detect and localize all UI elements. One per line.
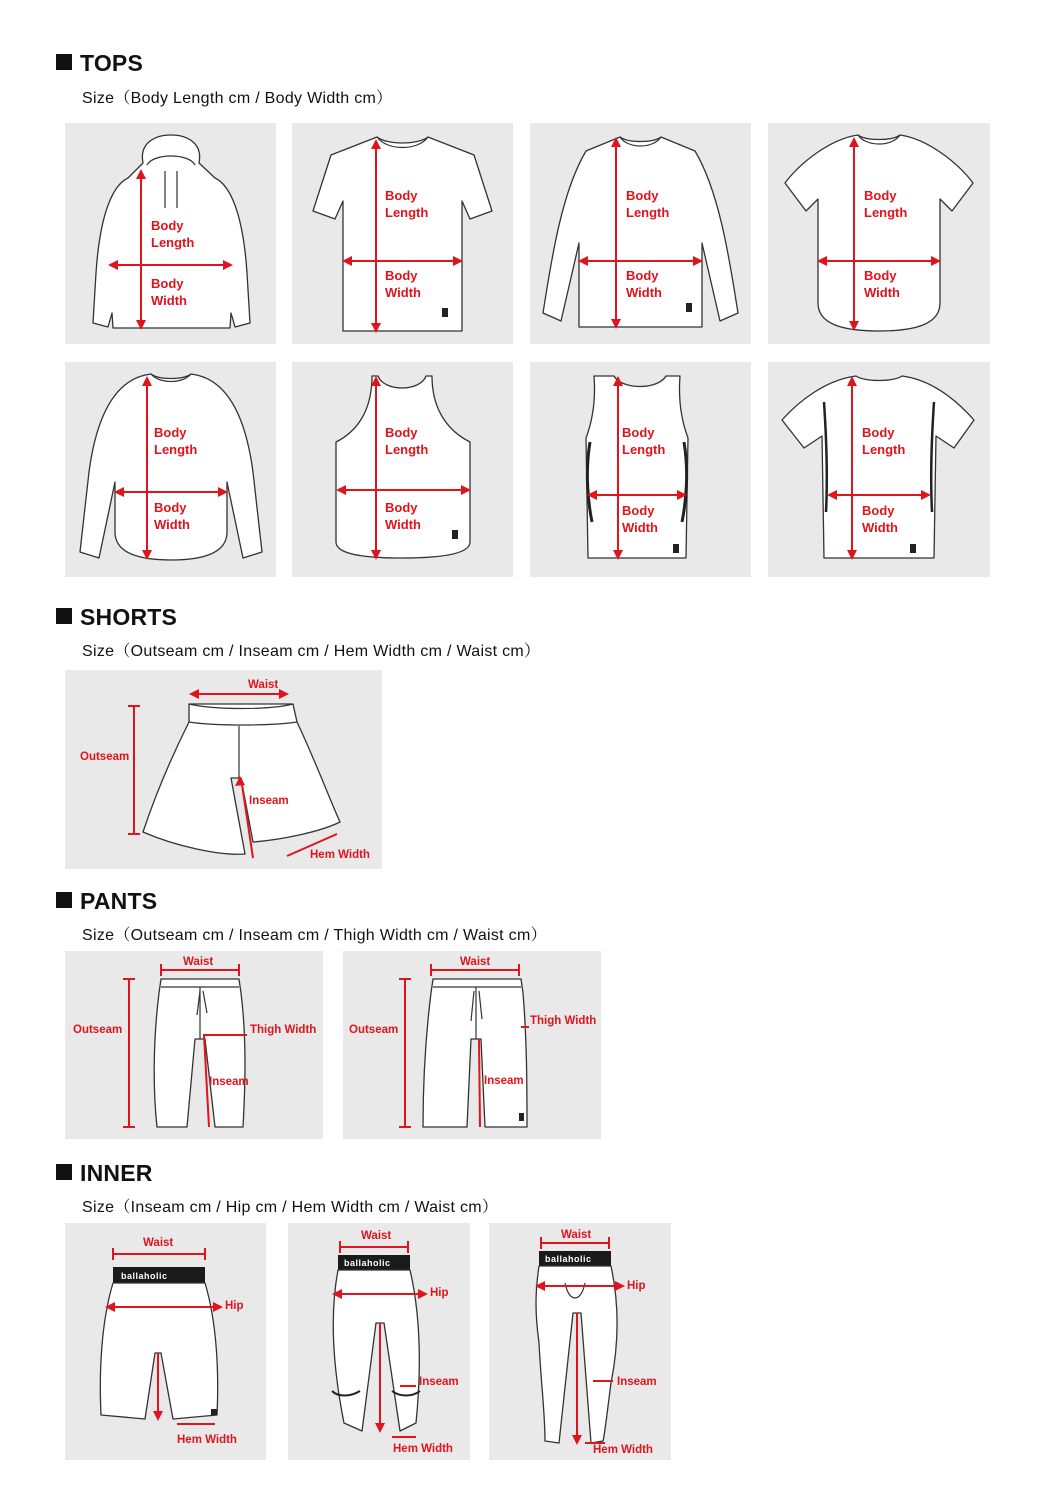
section-title-tops: TOPS bbox=[56, 50, 143, 77]
card-inner-long-tights bbox=[489, 1223, 671, 1460]
thigh-width-label: Thigh Width bbox=[250, 1024, 317, 1036]
body-length-label: Body Length bbox=[385, 425, 429, 457]
outseam-label: Outseam bbox=[80, 751, 130, 763]
brand-text: ballaholic bbox=[121, 1271, 168, 1281]
card-inner-shorts bbox=[65, 1223, 266, 1460]
hem-width-label: Hem Width bbox=[393, 1443, 453, 1455]
section-subtitle-inner: Size（Inseam cm / Hip cm / Hem Width cm / Waist cm） bbox=[82, 1199, 499, 1216]
card-raglan-tee bbox=[768, 123, 990, 344]
hem-width-label: Hem Width bbox=[593, 1444, 653, 1456]
waist-label: Waist bbox=[460, 956, 491, 968]
card-raglan-long-sleeve bbox=[65, 362, 276, 577]
waist-label: Waist bbox=[248, 679, 279, 691]
card-tshirt bbox=[292, 123, 513, 344]
hem-width-label: Hem Width bbox=[177, 1434, 237, 1446]
inseam-label: Inseam bbox=[617, 1376, 657, 1388]
waist-label: Waist bbox=[561, 1229, 592, 1241]
compression-tee-icon bbox=[768, 362, 990, 577]
body-length-label: Body Length bbox=[154, 425, 198, 457]
waist-label: Waist bbox=[361, 1230, 392, 1242]
long-sleeve-icon bbox=[530, 123, 751, 344]
inseam-label: Inseam bbox=[484, 1075, 524, 1087]
body-width-label: Body Width bbox=[385, 500, 421, 532]
hip-label: Hip bbox=[430, 1287, 449, 1299]
inner-shorts-icon bbox=[65, 1223, 266, 1460]
card-tank-top bbox=[292, 362, 513, 577]
square-bullet-icon bbox=[56, 892, 72, 908]
body-length-label: Body Length bbox=[862, 425, 906, 457]
section-subtitle-tops: Size（Body Length cm / Body Width cm） bbox=[82, 90, 393, 107]
waist-label: Waist bbox=[183, 956, 214, 968]
inseam-label: Inseam bbox=[249, 795, 289, 807]
inner-three-quarter-tights-icon bbox=[288, 1223, 470, 1460]
thigh-width-label: Thigh Width bbox=[530, 1015, 597, 1027]
sleeveless-icon bbox=[530, 362, 751, 577]
sweat-pants-icon bbox=[65, 951, 323, 1139]
square-bullet-icon bbox=[56, 54, 72, 70]
outseam-label: Outseam bbox=[349, 1024, 399, 1036]
body-width-label: Body Width bbox=[862, 503, 898, 535]
card-compression-tee bbox=[768, 362, 990, 577]
outseam-label: Outseam bbox=[73, 1024, 123, 1036]
straight-pants-icon bbox=[343, 951, 601, 1139]
section-title-pants: PANTS bbox=[56, 888, 157, 915]
card-hoodie bbox=[65, 123, 276, 344]
section-subtitle-shorts: Size（Outseam cm / Inseam cm / Hem Width cm / Waist cm） bbox=[82, 643, 541, 660]
body-width-label: Body Width bbox=[154, 500, 190, 532]
inseam-label: Inseam bbox=[209, 1076, 249, 1088]
hip-label: Hip bbox=[627, 1280, 646, 1292]
waist-label: Waist bbox=[143, 1237, 174, 1249]
body-width-label: Body Width bbox=[385, 268, 421, 300]
body-width-label: Body Width bbox=[864, 268, 900, 300]
body-width-label: Body Width bbox=[151, 276, 187, 308]
body-length-label: Body Length bbox=[385, 188, 429, 220]
square-bullet-icon bbox=[56, 1164, 72, 1180]
inner-long-tights-icon bbox=[489, 1223, 671, 1460]
card-long-sleeve bbox=[530, 123, 751, 344]
inseam-label: Inseam bbox=[419, 1376, 459, 1388]
tshirt-icon bbox=[292, 123, 513, 344]
hip-label: Hip bbox=[225, 1300, 244, 1312]
body-width-label: Body Width bbox=[622, 503, 658, 535]
card-straight-pants bbox=[343, 951, 601, 1139]
brand-text: ballaholic bbox=[545, 1254, 592, 1264]
card-sweat-pants bbox=[65, 951, 323, 1139]
raglan-long-sleeve-icon bbox=[65, 362, 276, 577]
shorts-icon bbox=[65, 670, 382, 869]
section-subtitle-pants: Size（Outseam cm / Inseam cm / Thigh Width cm / Waist cm） bbox=[82, 927, 547, 944]
section-title-inner: INNER bbox=[56, 1160, 153, 1187]
tank-top-icon bbox=[292, 362, 513, 577]
body-length-label: Body Length bbox=[151, 218, 195, 250]
brand-text: ballaholic bbox=[344, 1258, 391, 1268]
hem-width-label: Hem Width bbox=[310, 849, 370, 861]
card-inner-three-quarter-tights bbox=[288, 1223, 470, 1460]
body-length-label: Body Length bbox=[864, 188, 908, 220]
body-width-label: Body Width bbox=[626, 268, 662, 300]
body-length-label: Body Length bbox=[626, 188, 670, 220]
square-bullet-icon bbox=[56, 608, 72, 624]
raglan-tee-icon bbox=[768, 123, 990, 344]
card-shorts bbox=[65, 670, 382, 869]
body-length-label: Body Length bbox=[622, 425, 666, 457]
card-sleeveless bbox=[530, 362, 751, 577]
section-title-shorts: SHORTS bbox=[56, 604, 177, 631]
